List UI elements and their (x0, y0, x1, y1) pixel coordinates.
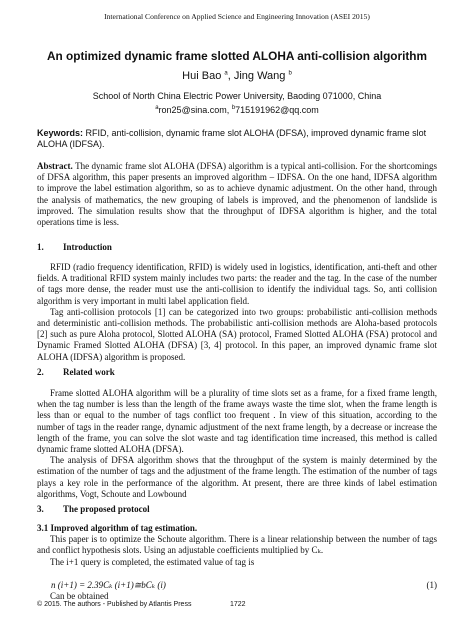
author-list (0, 70, 474, 82)
page-number: 1722 (230, 601, 246, 608)
paragraph: Tag anti-collision protocols [1] can be categorized into two groups: probabilistic anti-collision methods and deterministic anti-collision methods. The probabilistic anti-collision methods are Aloha-based protocols [2] such as pure Aloha protocol, Slotted ALOHA (SA) protocol, Framed Slotted ALOHA (FSA) protocol and Dynamic Framed Slotted ALOHA (DFSA) [3, 4] protocol. In this paper, an improved dynamic frame slot ALOHA (IDFSA) algorithm is proposed. (37, 306, 437, 362)
subsection-title: 3.1 Improved algorithm of tag estimation. (37, 523, 198, 533)
email-address[interactable]: 715191962@qq.com (235, 105, 319, 115)
equation: n (i+1) = 2.39Cₖ (i+1)≅bCₖ (i) (51, 580, 166, 590)
author-name: Jing Wang (233, 70, 286, 82)
keywords-label: Keywords: (37, 128, 84, 138)
paragraph: Can be obtained (50, 591, 109, 601)
section-body (37, 262, 437, 363)
paragraph: The analysis of DFSA algorithm shows that the throughput of the system is mainly determined by the estimation of the number of tags and the adjustment of the frame length. The estimation of the number of tags plays a key role in the performance of the algorithm. At present, there are three kinds of label estimation algorithms, Vogt, Schoute and Lowbound (37, 455, 437, 499)
section-heading (37, 242, 112, 252)
section-title: Related work (63, 367, 115, 377)
section-number: 3. (37, 504, 44, 514)
author-mark: b (288, 70, 292, 77)
author-name: Hui Bao (182, 70, 222, 82)
section-number: 2. (37, 367, 44, 377)
section-title: The proposed protocol (63, 504, 150, 514)
section-title: Introduction (63, 242, 112, 252)
email-separator: , (226, 105, 232, 115)
keywords-text: RFID, anti-collision, dynamic frame slot ALOHA (DFSA), improved dynamic frame slot ALOHA (IDFSA). (37, 128, 427, 150)
abstract-text: The dynamic frame slot ALOHA (DFSA) algorithm is a typical anti-collision. For the shortcomings of DFSA algorithm, this paper presents an improved algorithm – IDFSA. On the one hand, IDFSA algorithm to improve the label estimation algorithm, so as to achieve dynamic adjustment. On the other hand, through the analysis of mathematics, the new grouping of labels is improved, and the phenomenon of landslide is improved. The simulation results show that the throughput of IDFSA algorithm is higher, and the total operations time is less. (37, 161, 437, 228)
section-heading (37, 367, 115, 377)
section-body (37, 523, 437, 568)
paragraph: RFID (radio frequency identification, RFID) is widely used in logistics, identification, anti-theft and other fields. A traditional RFID system mainly includes two parts: the reader and the tag. In the case of the number of tags more dense, the reader must use the anti-collision to identify the individual tags. So, anti collision algorithm is very important in multi label application field. (37, 262, 437, 306)
paragraph: The i+1 query is completed, the estimated value of tag is (50, 556, 255, 567)
email-mark: b (231, 105, 236, 111)
section-body (37, 388, 437, 500)
section-number: 1. (37, 242, 44, 252)
abstract-label: Abstract. (37, 161, 73, 171)
paragraph: This paper is to optimize the Schoute algorithm. There is a linear relationship between the number of tags and conflict hypothesis slots. Using an adjustable coefficients multiplied by Cₖ. (37, 534, 437, 556)
equation-number: (1) (426, 580, 437, 590)
page-footer (37, 601, 437, 608)
email-list (0, 105, 474, 115)
keywords (37, 128, 437, 150)
paper-title: An optimized dynamic frame slotted ALOHA anti-collision algorithm (47, 49, 427, 63)
email-mark: a (155, 105, 159, 111)
author-mark: a (224, 70, 228, 77)
paragraph: Frame slotted ALOHA algorithm will be a plurality of time slots set as a frame, for a fixed frame length, when the tag number is less than the length of the frame aways waste the time slot, when the frame length is less than or equal to the number of tags conflict too frequent . In view of this situation, according to the number of tags in the reader range, dynamic adjustment of the next frame length, by a decrease or increase the length of the frame, you can solve the slot waste and tag identification time increased, this method is called dynamic frame slotted ALOHA (DFSA). (37, 388, 437, 455)
abstract (37, 161, 437, 228)
conference-header: International Conference on Applied Science and Engineering Innovation (ASEI 2015) (104, 12, 370, 21)
copyright-notice: © 2015. The authors - Published by Atlantis Press (37, 601, 192, 608)
author-separator: , (227, 70, 234, 82)
affiliation: School of North China Electric Power University, Baoding 071000, China (92, 91, 382, 101)
section-heading (37, 504, 150, 514)
equation-row (51, 580, 437, 591)
email-address[interactable]: ron25@sina.com (158, 105, 227, 115)
